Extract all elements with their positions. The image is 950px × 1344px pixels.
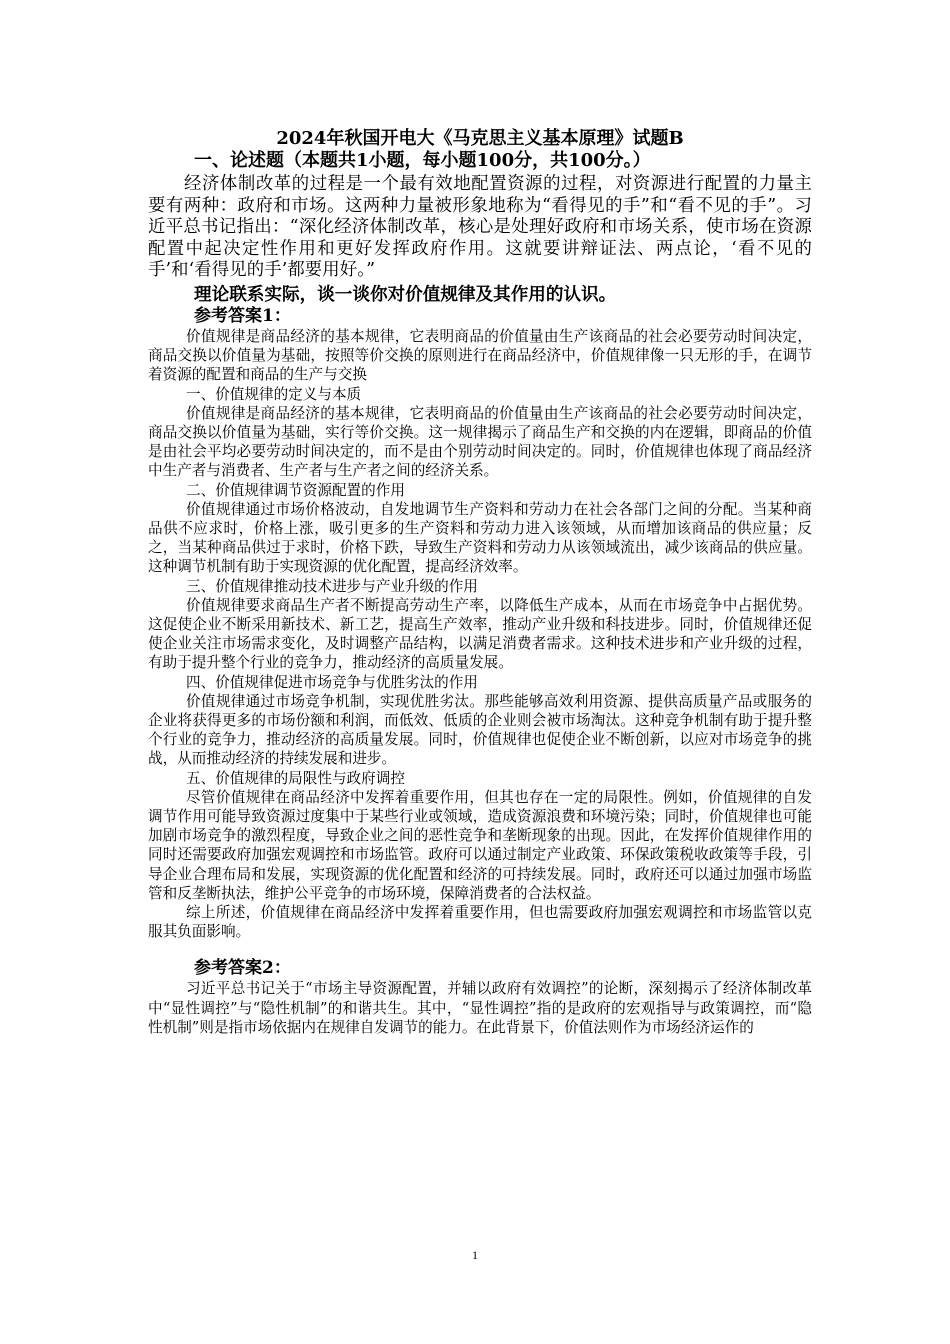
document-title: 2024年秋国开电大《马克思主义基本原理》试题B — [276, 128, 684, 149]
answer1-section4-title: 四、价值规律促进市场竞争与优胜劣汰的作用 — [186, 673, 478, 691]
answer1-conclusion: 综上所述，价值规律在商品经济中发挥着重要作用，但也需要政府加强宏观调控和市场监管以克服其负面影响。 — [148, 904, 812, 941]
answer2-text: 习近平总书记关于“市场主导资源配置，并辅以政府有效调控”的论断，深刻揭示了经济体制改革中“显性调控”与“隐性机制”的和谐共生。其中，“显性调控”指的是政府的宏观指导与政策调控，而“隐性机制”则是指市场依据内在规律自发调节的能力。在此背景下，价值法则作为市场经济运作的 — [148, 980, 812, 1036]
answer1-section4-text: 价值规律通过市场竞争机制，实现优胜劣汰。那些能够高效利用资源、提供高质量产品或服务的企业将获得更多的市场份额和利润，而低效、低质的企业则会被市场淘汰。这种竞争机制有助于提升整个行业的竞争力，推动经济的高质量发展。同时，价值规律也促使企业不断创新，以应对市场竞争的挑战，从而推动经济的持续发展和进步。 — [148, 692, 812, 768]
answer1-section5-text: 尽管价值规律在商品经济中发挥着重要作用，但其也存在一定的局限性。例如，价值规律的自发调节作用可能导致资源过度集中于某些行业或领域，造成资源浪费和环境污染；同时，价值规律也可能加剧市场竞争的激烈程度，导致企业之间的恶性竞争和垄断现象的出现。因此，在发挥价值规律作用的同时还需要政府加强宏观调控和市场监管。政府可以通过制定产业政策、环保政策税收政策等手段，引导企业合理布局和发展，实现资源的优化配置和经济的可持续发展。同时，政府还可以通过加强市场监管和反垄断执法，维护公平竞争的市场环境，保障消费者的合法权益。 — [148, 788, 812, 902]
answer1-section3-text: 价值规律要求商品生产者不断提高劳动生产率，以降低生产成本，从而在市场竞争中占据优势。这促使企业不断采用新技术、新工艺，提高生产效率，推动产业升级和科技进步。同时，价值规律还促使企业关注市场需求变化，及时调整产品结构，以满足消费者需求。这种技术进步和产业升级的过程，有助于提升整个行业的竞争力，推动经济的高质量发展。 — [148, 596, 812, 672]
section-heading: 一、论述题（本题共1小题，每小题100分，共100分。） — [194, 150, 651, 171]
answer1-section2-title: 二、价值规律调节资源配置的作用 — [186, 481, 405, 499]
answer1-section3-title: 三、价值规律推动技术进步与产业升级的作用 — [186, 577, 478, 595]
answer1-section2-text: 价值规律通过市场价格波动，自发地调节生产资料和劳动力在社会各部门之间的分配。当某种商品供不应求时，价格上涨，吸引更多的生产资料和劳动力进入该领域，从而增加该商品的供应量；反之，当某种商品供过于求时，价格下跌，导致生产资料和劳动力从该领域流出，减少该商品的供应量。这种调节机制有助于实现资源的优化配置，提高经济效率。 — [148, 500, 812, 576]
answer1-intro: 价值规律是商品经济的基本规律，它表明商品的价值量由生产该商品的社会必要劳动时间决定，商品交换以价值量为基础，按照等价交换的原则进行在商品经济中，价值规律像一只无形的手，在调节着资源的配置和商品的生产与交换 — [148, 327, 812, 384]
page-number: 1 — [472, 1248, 478, 1262]
answer1-section5-title: 五、价值规律的局限性与政府调控 — [186, 769, 405, 787]
document-body — [148, 128, 812, 1037]
question-text: 经济体制改革的过程是一个最有效地配置资源的过程，对资源进行配置的力量主要有两种：政府和市场。这两种力量被形象地称为“看得见的手”和“看不见的手”。习近平总书记指出：“深化经济体制改革，核心是处理好政府和市场关系，使市场在资源配置中起决定性作用和更好发挥政府作用。这就要讲辩证法、两点论，‘看不见的手’和‘看得见的手’都要用好。” — [148, 174, 812, 281]
task-prompt: 理论联系实际，谈一谈你对价值规律及其作用的认识。 — [194, 283, 617, 305]
answer1-label: 参考答案1： — [194, 305, 291, 326]
answer1-section1-text: 价值规律是商品经济的基本规律，它表明商品的价值量由生产该商品的社会必要劳动时间决定，商品交换以价值量为基础，实行等价交换。这一规律揭示了商品生产和交换的内在逻辑，即商品的价值是由社会平均必要劳动时间决定的，而不是由个别劳动时间决定的。同时，价值规律也体现了商品经济中生产者与消费者、生产者与生产者之间的经济关系。 — [148, 404, 812, 480]
paragraph-gap — [148, 941, 812, 958]
answer1-section1-title: 一、价值规律的定义与本质 — [186, 385, 362, 403]
answer2-label: 参考答案2： — [194, 958, 291, 979]
